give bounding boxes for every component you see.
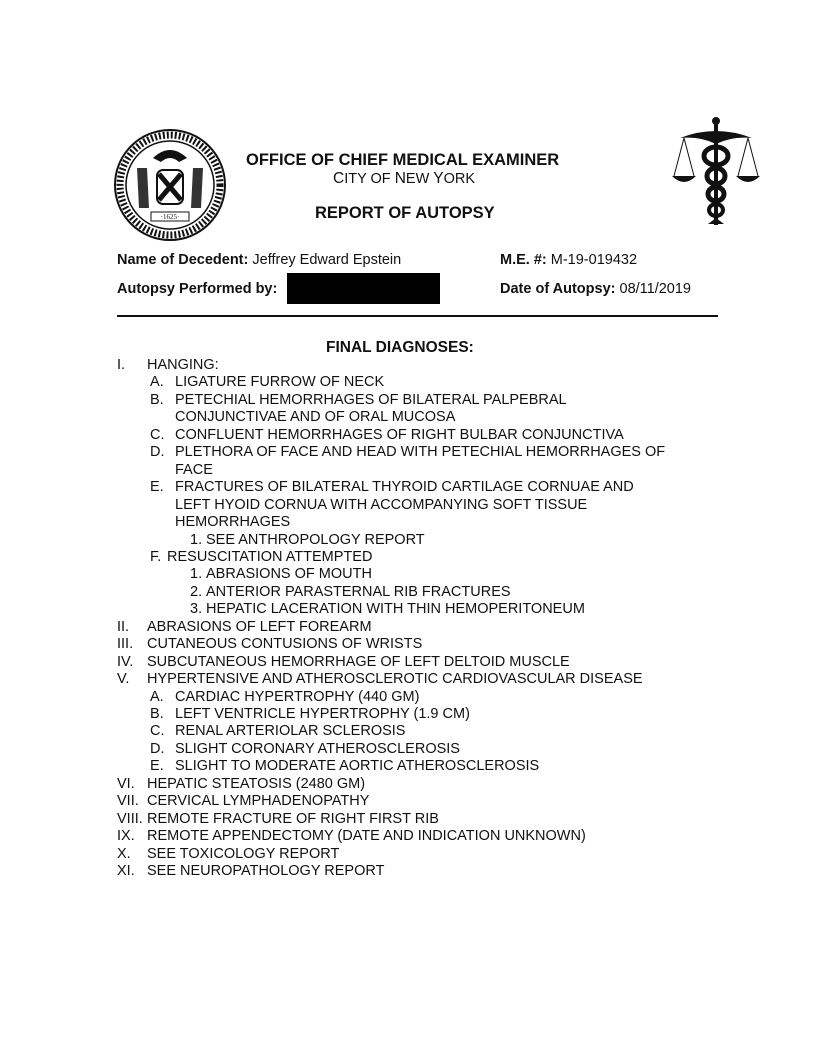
item-number: A. <box>150 374 164 391</box>
item-text: REMOTE FRACTURE OF RIGHT FIRST RIB <box>147 810 439 827</box>
item-text: SEE TOXICOLOGY REPORT <box>147 845 340 862</box>
report-title: REPORT OF AUTOPSY <box>315 204 495 222</box>
item-text: SLIGHT TO MODERATE AORTIC ATHEROSCLEROSIS <box>175 758 540 775</box>
item-number: V. <box>117 671 130 688</box>
item-number: II. <box>117 618 130 635</box>
item-number: B. <box>150 391 164 408</box>
item-number: 1. <box>190 566 203 583</box>
item-number: 3. <box>190 601 203 618</box>
item-text: HEMORRHAGES <box>175 514 291 531</box>
performed-by-label: Autopsy Performed by: <box>117 281 278 297</box>
divider <box>117 315 718 317</box>
item-number: C. <box>150 723 165 740</box>
nyc-seal-logo <box>113 128 227 242</box>
city-text: ITY OF <box>344 171 395 187</box>
item-number: 1. <box>190 531 203 548</box>
item-text: LEFT VENTRICLE HYPERTROPHY (1.9 CM) <box>175 706 470 722</box>
item-text: CONJUNCTIVAE AND OF ORAL MUCOSA <box>175 409 456 426</box>
item-text: RESUSCITATION ATTEMPTED <box>167 548 373 565</box>
item-number: VI. <box>117 775 135 792</box>
item-text: SEE NEUROPATHOLOGY REPORT <box>147 863 385 880</box>
city-letter: Y <box>433 170 444 187</box>
item-text: SEE ANTHROPOLOGY REPORT <box>206 531 425 548</box>
item-number: XI. <box>117 863 135 880</box>
item-text: REMOTE APPENDECTOMY (DATE AND INDICATION UNKNOWN) <box>147 828 586 845</box>
item-text: HANGING: <box>147 357 219 373</box>
item-text: LEFT HYOID CORNUA WITH ACCOMPANYING SOFT TISSUE <box>175 496 588 513</box>
item-number: C. <box>150 426 165 443</box>
item-number: B. <box>150 706 164 722</box>
item-text: SLIGHT CORONARY ATHEROSCLEROSIS <box>175 740 460 757</box>
me-number-field <box>500 252 637 268</box>
item-text: CARDIAC HYPERTROPHY (440 GM) <box>175 688 420 705</box>
decedent-value: Jeffrey Edward Epstein <box>252 252 402 268</box>
office-title: OFFICE OF CHIEF MEDICAL EXAMINER <box>246 151 560 169</box>
item-number: VII. <box>117 793 139 810</box>
item-number: F. <box>150 548 162 565</box>
item-text: HEPATIC STEATOSIS (2480 GM) <box>147 775 366 792</box>
me-number-label: M.E. #: <box>500 252 547 268</box>
svg-text:·1625·: ·1625· <box>160 213 180 221</box>
item-text: ABRASIONS OF MOUTH <box>206 566 372 583</box>
section-title: FINAL DIAGNOSES: <box>326 339 474 356</box>
item-text: FRACTURES OF BILATERAL THYROID CARTILAGE CORNUAE AND <box>175 479 634 496</box>
item-number: A. <box>150 688 164 705</box>
city-subtitle <box>333 170 475 188</box>
item-text: SUBCUTANEOUS HEMORRHAGE OF LEFT DELTOID MUSCLE <box>147 653 570 670</box>
decedent-label: Name of Decedent: <box>117 252 249 268</box>
item-text: CONFLUENT HEMORRHAGES OF RIGHT BULBAR CONJUNCTIVA <box>175 426 624 443</box>
item-number: D. <box>150 444 165 461</box>
item-number: E. <box>150 479 164 496</box>
item-number: VIII. <box>117 810 143 827</box>
item-text: PETECHIAL HEMORRHAGES OF BILATERAL PALPEBRAL <box>175 391 567 408</box>
item-number: I. <box>117 357 126 373</box>
item-text: HYPERTENSIVE AND ATHEROSCLEROTIC CARDIOVASCULAR DISEASE <box>147 671 643 688</box>
item-text: PLETHORA OF FACE AND HEAD WITH PETECHIAL HEMORRHAGES OF <box>175 444 666 461</box>
item-text: ANTERIOR PARASTERNAL RIB FRACTURES <box>206 583 511 600</box>
decedent-field <box>117 252 401 268</box>
item-number: X. <box>117 845 131 862</box>
item-text: RENAL ARTERIOLAR SCLEROSIS <box>175 723 406 740</box>
city-letter: N <box>394 170 406 187</box>
item-text: CUTANEOUS CONTUSIONS OF WRISTS <box>147 636 423 653</box>
item-text: ABRASIONS OF LEFT FOREARM <box>147 618 372 635</box>
item-text: LIGATURE FURROW OF NECK <box>175 374 385 391</box>
autopsy-date-label: Date of Autopsy: <box>500 281 616 297</box>
item-number: III. <box>117 636 134 653</box>
city-text: EW <box>405 171 434 187</box>
item-text: HEPATIC LACERATION WITH THIN HEMOPERITONEUM <box>206 601 585 618</box>
autopsy-date-field <box>500 281 691 297</box>
redaction-box <box>287 273 440 304</box>
city-letter: C <box>333 170 345 187</box>
item-number: IX. <box>117 828 135 845</box>
item-number: 2. <box>190 583 203 600</box>
item-text: CERVICAL LYMPHADENOPATHY <box>147 793 370 810</box>
item-number: E. <box>150 758 164 775</box>
item-number: IV. <box>117 653 134 670</box>
autopsy-date-value: 08/11/2019 <box>619 281 691 297</box>
item-text: FACE <box>175 461 213 478</box>
me-number-value: M-19-019432 <box>550 252 638 268</box>
item-number: D. <box>150 740 165 757</box>
city-text: ORK <box>443 171 476 187</box>
caduceus-scales-logo <box>672 116 760 228</box>
